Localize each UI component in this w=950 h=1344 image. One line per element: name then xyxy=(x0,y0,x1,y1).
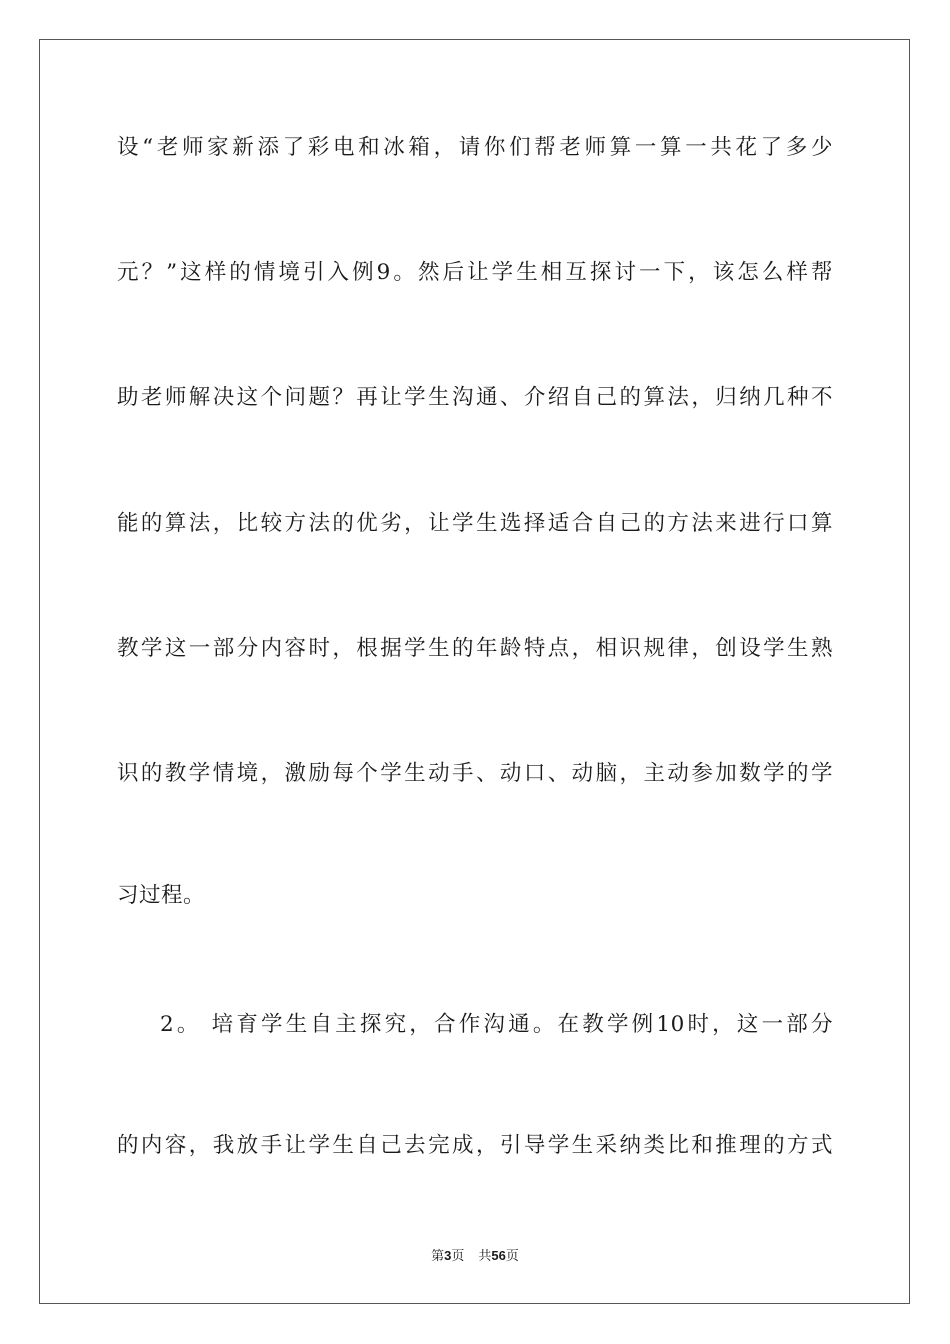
current-page-number: 3 xyxy=(444,1248,452,1263)
body-line-6: 识的教学情境，激励每个学生动手、动口、动脑，主动参加数学的学 xyxy=(117,761,833,786)
footer-total-suffix: 页 xyxy=(505,1249,519,1264)
page-border xyxy=(39,39,910,1304)
body-line-9: 的内容，我放手让学生自己去完成，引导学生采纳类比和推理的方式 xyxy=(117,1133,833,1158)
total-pages-number: 56 xyxy=(491,1248,506,1263)
body-line-7: 习过程。 xyxy=(117,883,206,908)
body-line-4: 能的算法，比较方法的优劣，让学生选择适合自己的方法来进行口算 xyxy=(117,511,833,536)
body-line-1: 设“老师家新添了彩电和冰箱，请你们帮老师算一算一共花了多少 xyxy=(117,135,833,160)
body-line-5: 教学这一部分内容时，根据学生的年龄特点，相识规律，创设学生熟 xyxy=(117,636,833,661)
body-line-3: 助老师解决这个问题？再让学生沟通、介绍自己的算法，归纳几种不 xyxy=(117,385,833,410)
body-line-2: 元？”这样的情境引入例9。然后让学生相互探讨一下，该怎么样帮 xyxy=(117,260,833,285)
footer-page-suffix: 页 xyxy=(451,1249,465,1264)
page-footer xyxy=(0,1246,950,1267)
footer-total-prefix: 共 xyxy=(478,1249,492,1264)
footer-prefix: 第 xyxy=(431,1249,445,1264)
body-line-8: 2。 培育学生自主探究，合作沟通。在教学例10时，这一部分 xyxy=(160,1012,833,1037)
